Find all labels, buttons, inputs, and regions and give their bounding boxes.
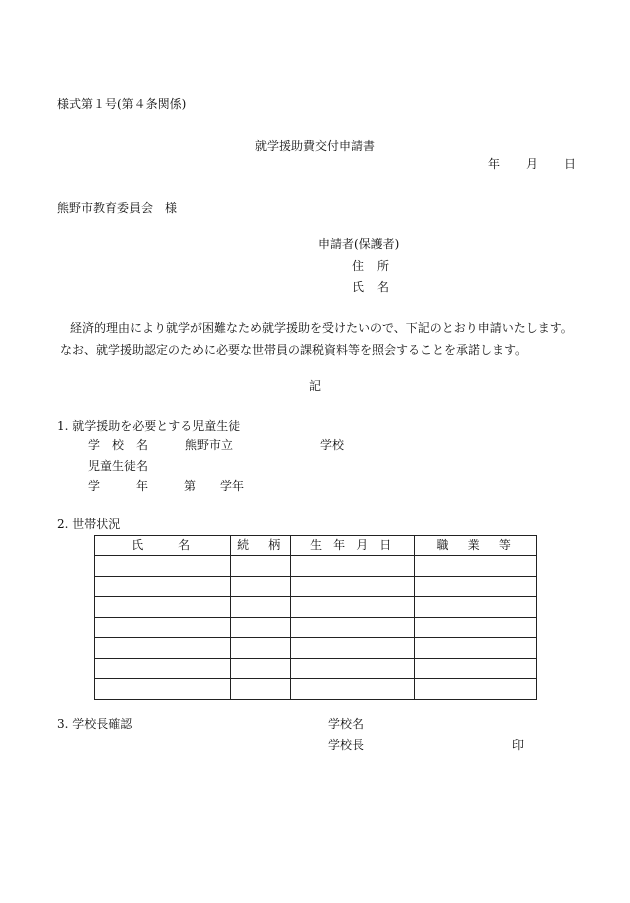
ki-marker: 記: [308, 379, 321, 393]
addressee: 熊野市教育委員会 様: [57, 201, 178, 215]
application-statement: [60, 317, 573, 361]
col-name: 氏 名: [95, 536, 231, 556]
section1-heading: 1. 就学援助を必要とする児童生徒: [57, 419, 241, 433]
relationship-cell[interactable]: [231, 597, 291, 618]
birthdate-cell[interactable]: [291, 597, 415, 618]
occupation-cell[interactable]: [415, 658, 537, 679]
relationship-cell[interactable]: [231, 638, 291, 659]
name-cell[interactable]: [95, 679, 231, 700]
occupation-cell[interactable]: [415, 638, 537, 659]
relationship-cell[interactable]: [231, 556, 291, 577]
birthdate-cell[interactable]: [291, 638, 415, 659]
relationship-cell[interactable]: [231, 617, 291, 638]
student-name-label: 児童生徒名: [88, 459, 149, 473]
name-cell[interactable]: [95, 597, 231, 618]
section3-heading: 3. 学校長確認: [57, 717, 133, 731]
name-cell[interactable]: [95, 638, 231, 659]
table-row: [95, 638, 537, 659]
name-cell[interactable]: [95, 658, 231, 679]
col-occupation: 職 業 等: [415, 536, 537, 556]
relationship-cell[interactable]: [231, 679, 291, 700]
grade-year-label: 年: [136, 479, 149, 493]
table-row: [95, 576, 537, 597]
table-row: [95, 617, 537, 638]
name-char-2: 名: [377, 280, 390, 294]
table-row: [95, 556, 537, 577]
table-row: [95, 658, 537, 679]
name-char-1: 氏: [352, 280, 365, 294]
grade-label: 学: [88, 479, 101, 493]
occupation-cell[interactable]: [415, 679, 537, 700]
table-row: [95, 679, 537, 700]
principal-label: 学校長: [328, 738, 365, 752]
day-label: 日: [564, 157, 577, 171]
occupation-cell[interactable]: [415, 576, 537, 597]
month-label: 月: [526, 157, 539, 171]
seal-mark: 印: [512, 738, 525, 752]
school-suffix: 学校: [320, 438, 345, 452]
grade-dai-label: 第: [184, 479, 197, 493]
section2-heading: 2. 世帯状況: [57, 517, 121, 531]
birthdate-cell[interactable]: [291, 679, 415, 700]
statement-line-1: 経済的理由により就学が困難なため就学援助を受けたいので、下記のとおり申請いたします。: [70, 321, 573, 335]
col-relationship: 続 柄: [231, 536, 291, 556]
household-header-row: [95, 536, 537, 556]
applicant-label: 申請者(保護者): [318, 237, 400, 251]
birthdate-cell[interactable]: [291, 576, 415, 597]
year-label: 年: [488, 157, 501, 171]
table-row: [95, 597, 537, 618]
name-cell[interactable]: [95, 556, 231, 577]
name-cell[interactable]: [95, 576, 231, 597]
form-number: 様式第１号(第４条関係): [57, 97, 187, 111]
birthdate-cell[interactable]: [291, 617, 415, 638]
school-prefix: 熊野市立: [185, 438, 234, 452]
address-char-2: 所: [377, 259, 390, 273]
address-char-1: 住: [352, 259, 365, 273]
relationship-cell[interactable]: [231, 576, 291, 597]
occupation-cell[interactable]: [415, 597, 537, 618]
col-birthdate: 生 年 月 日: [291, 536, 415, 556]
document-title: 就学援助費交付申請書: [254, 139, 375, 153]
grade-suffix: 学年: [220, 479, 245, 493]
confirm-school-name-label: 学校名: [328, 717, 365, 731]
birthdate-cell[interactable]: [291, 658, 415, 679]
relationship-cell[interactable]: [231, 658, 291, 679]
birthdate-cell[interactable]: [291, 556, 415, 577]
statement-line-2: なお、就学援助認定のために必要な世帯員の課税資料等を照会することを承諾します。: [60, 343, 528, 357]
school-label: 学 校 名: [88, 438, 149, 452]
household-table: [94, 535, 537, 700]
occupation-cell[interactable]: [415, 556, 537, 577]
name-cell[interactable]: [95, 617, 231, 638]
occupation-cell[interactable]: [415, 617, 537, 638]
